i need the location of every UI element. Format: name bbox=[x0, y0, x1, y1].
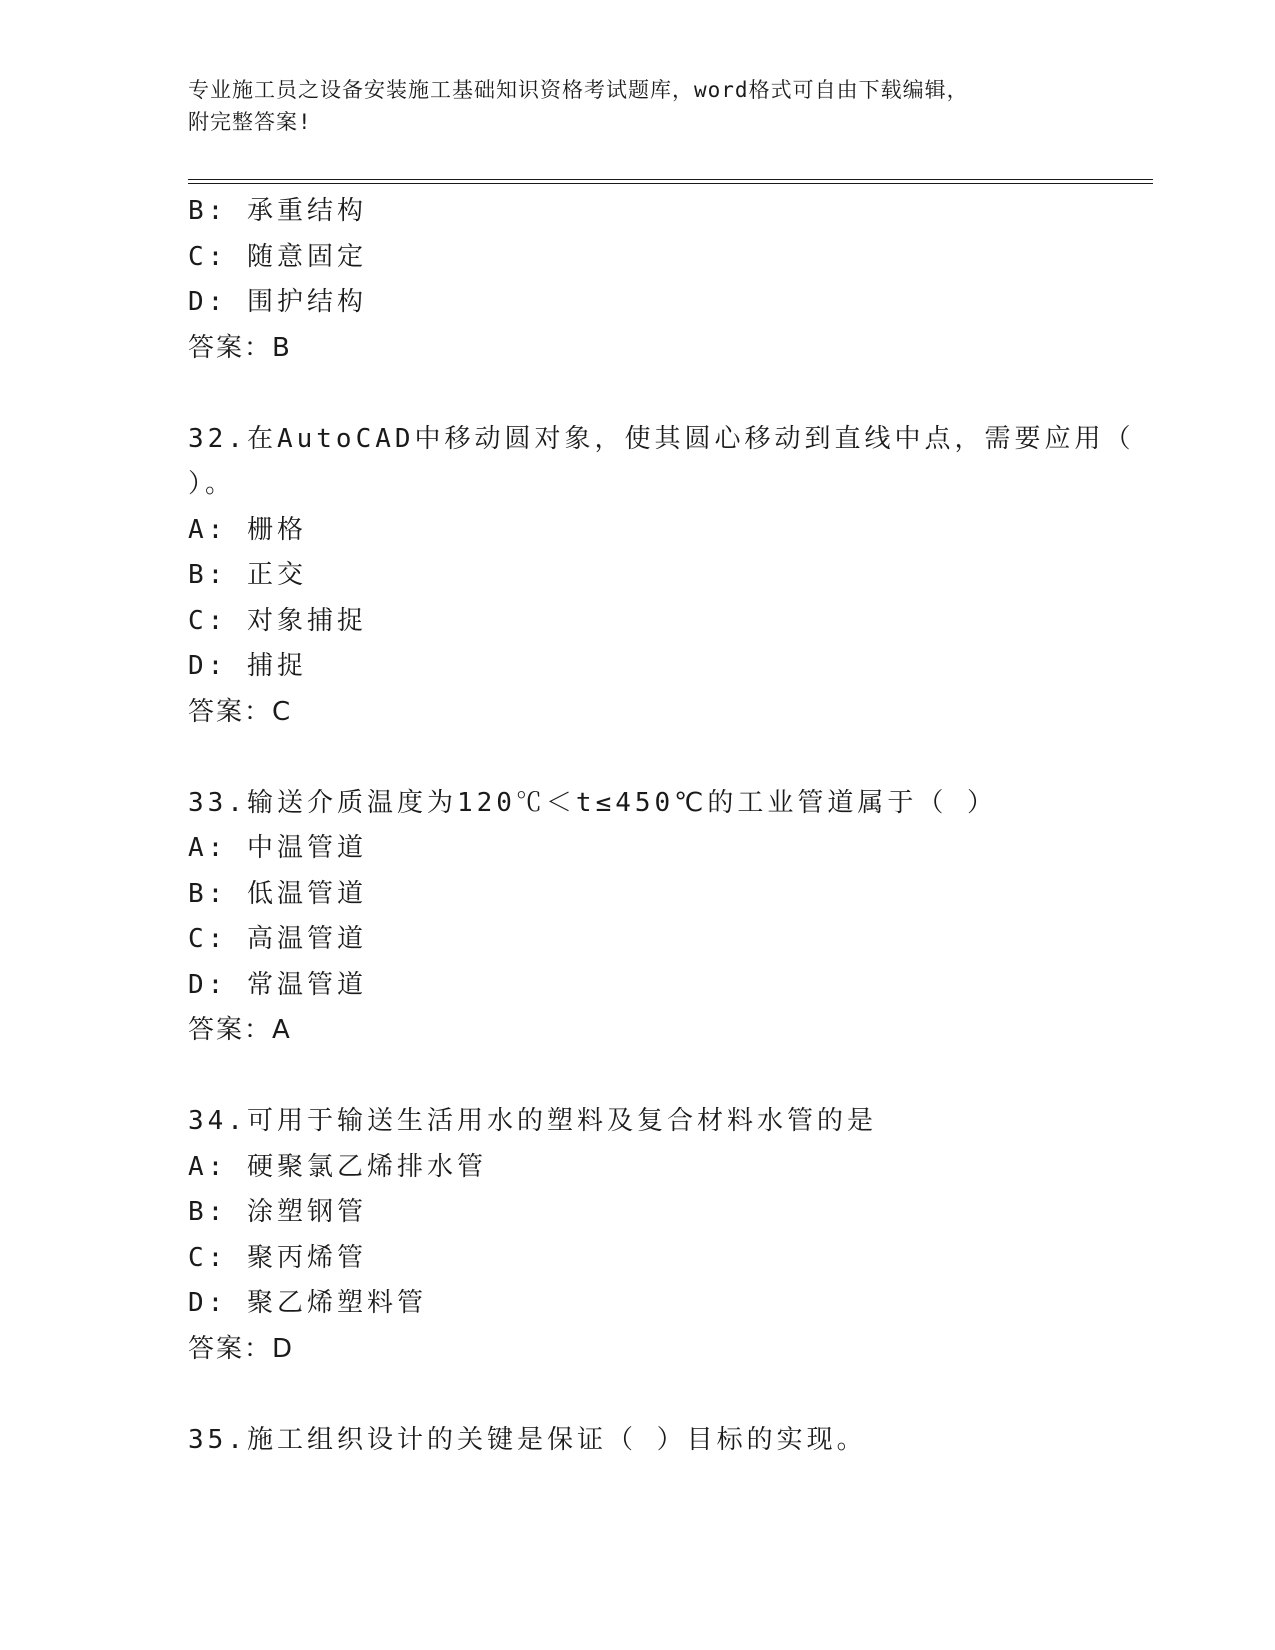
header-line-1: 专业施工员之设备安装施工基础知识资格考试题库，word格式可自由下载编辑， bbox=[188, 78, 969, 102]
option-b: B: 低温管道 bbox=[188, 878, 367, 909]
document-header bbox=[188, 74, 1068, 138]
option-d: D: 聚乙烯塑料管 bbox=[188, 1288, 427, 1318]
option-b: B: 涂塑钢管 bbox=[188, 1197, 367, 1227]
option-b: B: 正交 bbox=[188, 560, 307, 590]
answer-line: 答案：A bbox=[188, 1015, 292, 1045]
question-32 bbox=[188, 417, 1135, 736]
option-d: D: 围护结构 bbox=[188, 287, 367, 317]
question-stem: 34.可用于输送生活用水的塑料及复合材料水管的是 bbox=[188, 1106, 877, 1136]
header-divider-top bbox=[188, 179, 1153, 180]
question-list bbox=[188, 189, 1135, 1463]
question-35 bbox=[188, 1418, 1088, 1464]
option-c: C: 对象捕捉 bbox=[188, 605, 367, 636]
question-33 bbox=[188, 781, 1088, 1054]
question-stem: 33.输送介质温度为120℃＜t≤450℃的工业管道属于（ ） bbox=[188, 787, 998, 818]
header-divider-bottom bbox=[188, 183, 1153, 184]
option-b: B: 承重结构 bbox=[188, 196, 367, 226]
header-line-2: 附完整答案! bbox=[188, 110, 312, 134]
question-stem: 32.在AutoCAD中移动圆对象，使其圆心移动到直线中点，需要应用（ bbox=[188, 423, 1135, 454]
option-a: A: 硬聚氯乙烯排水管 bbox=[188, 1151, 487, 1182]
option-a: A: 栅格 bbox=[188, 514, 307, 545]
option-c: C: 随意固定 bbox=[188, 241, 367, 272]
answer-line: 答案：B bbox=[188, 332, 292, 363]
option-a: A: 中温管道 bbox=[188, 833, 367, 863]
option-d: D: 常温管道 bbox=[188, 969, 367, 1000]
question-31-continued bbox=[188, 189, 1088, 371]
option-d: D: 捕捉 bbox=[188, 651, 307, 681]
question-stem: 35.施工组织设计的关键是保证（ ）目标的实现。 bbox=[188, 1424, 867, 1455]
option-c: C: 聚丙烯管 bbox=[188, 1242, 367, 1273]
question-34 bbox=[188, 1099, 1088, 1372]
option-c: C: 高温管道 bbox=[188, 924, 367, 954]
answer-line: 答案：D bbox=[188, 1333, 295, 1364]
answer-line: 答案：C bbox=[188, 696, 293, 727]
question-stem-continued: ）。 bbox=[188, 469, 236, 499]
